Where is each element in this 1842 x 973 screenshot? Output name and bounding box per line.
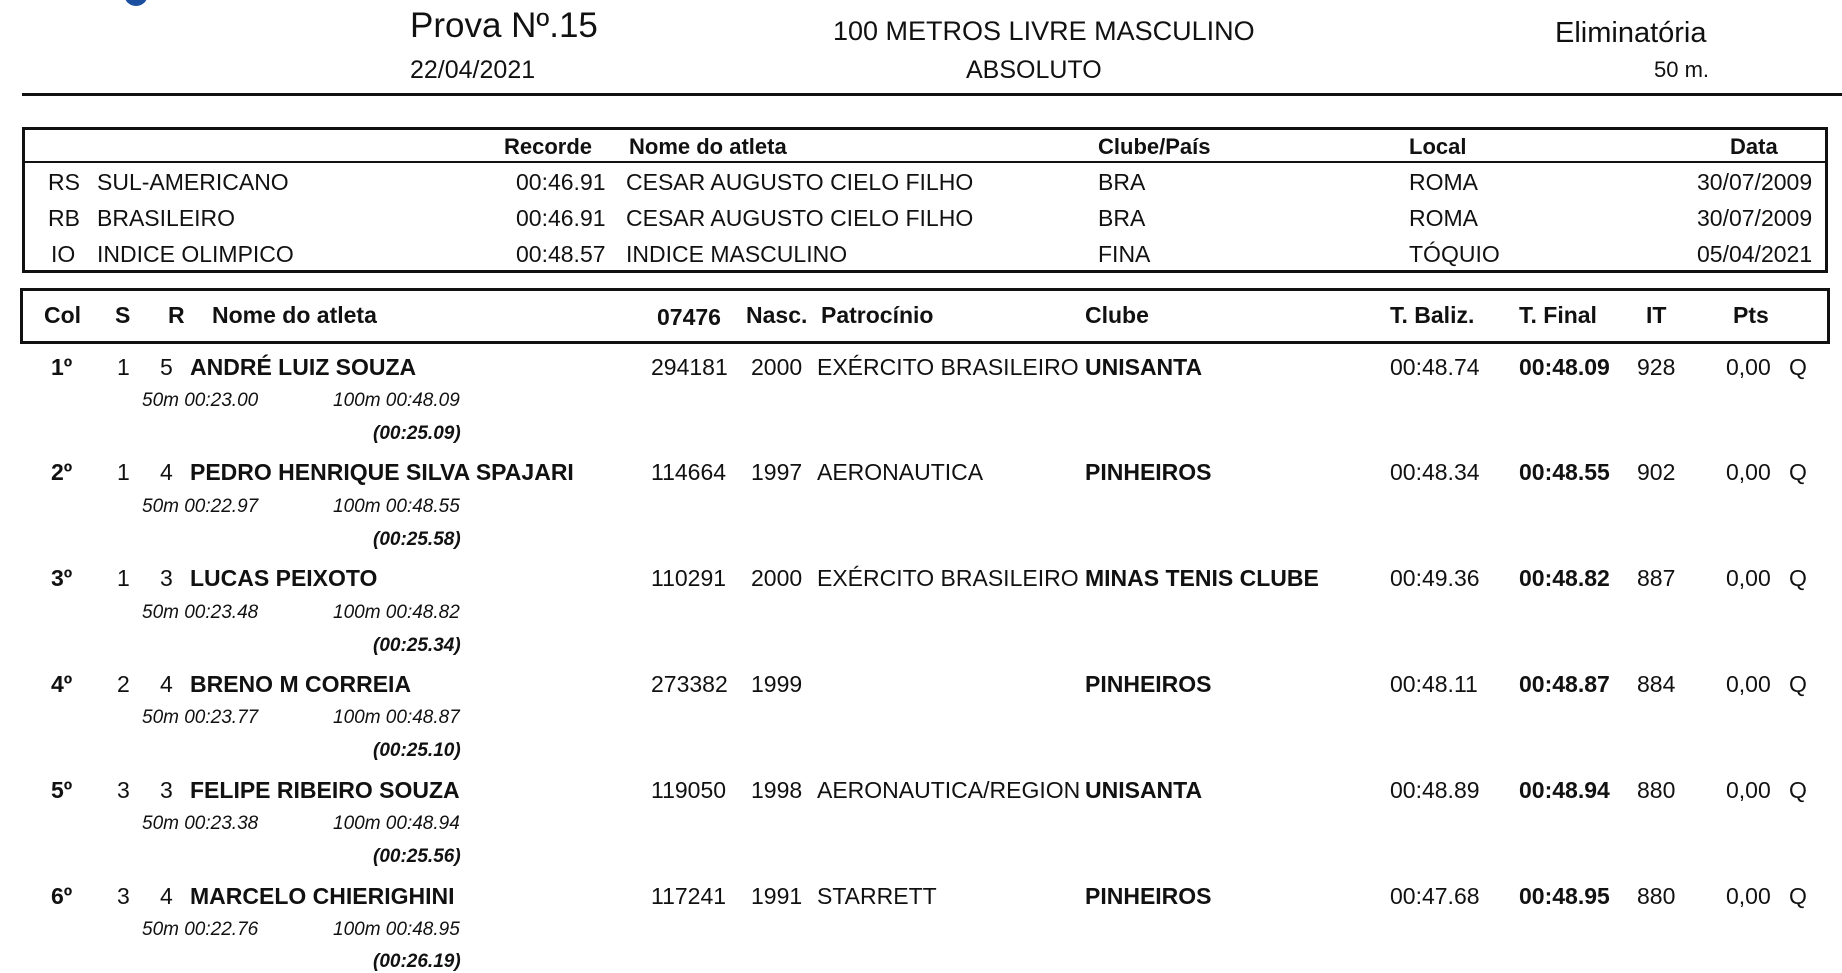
results-header-reg: 07476 xyxy=(657,304,721,330)
result-points: 0,00 xyxy=(1726,565,1771,591)
result-registration: 117241 xyxy=(651,883,727,909)
results-header-tbaliz: T. Baliz. xyxy=(1390,302,1475,328)
results-header-r: R xyxy=(168,302,185,328)
result-place: 2º xyxy=(51,459,73,485)
result-it: 928 xyxy=(1637,354,1676,380)
result-athlete: BRENO M CORREIA xyxy=(190,671,412,697)
result-series: 3 xyxy=(117,777,130,803)
result-seed-time: 00:48.74 xyxy=(1390,354,1480,380)
result-seed-time: 00:48.89 xyxy=(1390,777,1480,803)
result-series: 2 xyxy=(117,671,130,697)
record-date: 05/04/2021 xyxy=(1697,241,1813,267)
record-athlete: INDICE MASCULINO xyxy=(626,241,848,267)
record-date: 30/07/2009 xyxy=(1697,169,1813,195)
result-sponsor: AERONAUTICA xyxy=(817,459,984,485)
split-50m: 50m 00:22.76 xyxy=(142,919,259,940)
result-club: PINHEIROS xyxy=(1085,459,1212,485)
qualified-mark: Q xyxy=(1789,777,1807,803)
result-lane: 3 xyxy=(160,565,173,591)
split-50m: 50m 00:23.00 xyxy=(142,390,259,411)
result-it: 884 xyxy=(1637,671,1676,697)
result-place: 4º xyxy=(51,671,73,697)
prova-number: Prova Nº.15 xyxy=(410,6,598,45)
result-series: 1 xyxy=(117,459,130,485)
result-birth-year: 1991 xyxy=(751,883,803,909)
record-code: IO xyxy=(51,241,76,267)
records-header-nome: Nome do atleta xyxy=(629,134,787,159)
record-date: 30/07/2009 xyxy=(1697,205,1813,231)
qualified-mark: Q xyxy=(1789,671,1807,697)
result-registration: 119050 xyxy=(651,777,727,803)
record-local: ROMA xyxy=(1409,205,1478,231)
result-club: PINHEIROS xyxy=(1085,671,1212,697)
result-registration: 114664 xyxy=(651,459,727,485)
result-final-time: 00:48.82 xyxy=(1519,565,1610,591)
split-100m: 100m 00:48.94 xyxy=(333,813,460,834)
results-header-pts: Pts xyxy=(1733,302,1769,328)
result-place: 3º xyxy=(51,565,73,591)
records-header-local: Local xyxy=(1409,134,1467,159)
record-club: BRA xyxy=(1098,205,1146,231)
split-difference: (00:25.58) xyxy=(373,529,461,550)
split-50m: 50m 00:22.97 xyxy=(142,496,259,517)
result-athlete: PEDRO HENRIQUE SILVA SPAJARI xyxy=(190,459,574,485)
result-final-time: 00:48.55 xyxy=(1519,459,1610,485)
split-50m: 50m 00:23.38 xyxy=(142,813,259,834)
result-birth-year: 1999 xyxy=(751,671,803,697)
split-difference: (00:26.19) xyxy=(373,951,461,972)
record-local: TÓQUIO xyxy=(1409,241,1500,267)
result-club: UNISANTA xyxy=(1085,777,1203,803)
result-it: 880 xyxy=(1637,777,1676,803)
qualified-mark: Q xyxy=(1789,883,1807,909)
records-header-rule xyxy=(22,161,1828,163)
split-difference: (00:25.56) xyxy=(373,846,461,867)
split-100m: 100m 00:48.82 xyxy=(333,602,460,623)
event-title: 100 METROS LIVRE MASCULINO xyxy=(833,16,1255,46)
result-birth-year: 1997 xyxy=(751,459,803,485)
results-header-clube: Clube xyxy=(1085,302,1149,328)
result-athlete: ANDRÉ LUIZ SOUZA xyxy=(190,354,417,380)
records-header-data: Data xyxy=(1730,134,1778,159)
split-100m: 100m 00:48.55 xyxy=(333,496,460,517)
result-registration: 273382 xyxy=(651,671,728,697)
logo-fragment xyxy=(124,0,148,6)
results-header-nasc: Nasc. xyxy=(746,302,808,328)
result-sponsor: EXÉRCITO BRASILEIRO xyxy=(817,354,1079,380)
result-points: 0,00 xyxy=(1726,671,1771,697)
record-club: BRA xyxy=(1098,169,1146,195)
result-sponsor: AERONAUTICA/REGION xyxy=(817,777,1081,803)
pool-length: 50 m. xyxy=(1654,57,1710,82)
result-seed-time: 00:48.34 xyxy=(1390,459,1480,485)
record-type: BRASILEIRO xyxy=(97,205,236,231)
result-lane: 3 xyxy=(160,777,173,803)
split-100m: 100m 00:48.87 xyxy=(333,707,460,728)
result-it: 880 xyxy=(1637,883,1676,909)
result-place: 5º xyxy=(51,777,73,803)
result-it: 887 xyxy=(1637,565,1676,591)
result-registration: 294181 xyxy=(651,354,728,380)
record-time: 00:46.91 xyxy=(516,169,606,195)
result-lane: 4 xyxy=(160,459,173,485)
record-local: ROMA xyxy=(1409,169,1478,195)
result-seed-time: 00:47.68 xyxy=(1390,883,1480,909)
split-100m: 100m 00:48.09 xyxy=(333,390,460,411)
result-club: UNISANTA xyxy=(1085,354,1203,380)
result-lane: 5 xyxy=(160,354,173,380)
results-header-s: S xyxy=(115,302,131,328)
results-header-col: Col xyxy=(44,302,82,328)
result-seed-time: 00:49.36 xyxy=(1390,565,1480,591)
result-final-time: 00:48.95 xyxy=(1519,883,1610,909)
result-points: 0,00 xyxy=(1726,883,1771,909)
results-header-patrocinio: Patrocínio xyxy=(821,302,934,328)
results-header-nome: Nome do atleta xyxy=(212,302,377,328)
result-final-time: 00:48.09 xyxy=(1519,354,1610,380)
split-50m: 50m 00:23.77 xyxy=(142,707,259,728)
event-date: 22/04/2021 xyxy=(410,56,536,84)
event-category: ABSOLUTO xyxy=(966,56,1102,84)
result-club: PINHEIROS xyxy=(1085,883,1212,909)
result-seed-time: 00:48.11 xyxy=(1390,671,1478,697)
qualified-mark: Q xyxy=(1789,459,1807,485)
results-header-tfinal: T. Final xyxy=(1519,302,1597,328)
result-athlete: LUCAS PEIXOTO xyxy=(190,565,378,591)
record-type: INDICE OLIMPICO xyxy=(97,241,294,267)
record-code: RB xyxy=(48,205,80,231)
result-sponsor: EXÉRCITO BRASILEIRO xyxy=(817,565,1079,591)
result-sponsor: STARRETT xyxy=(817,883,937,909)
qualified-mark: Q xyxy=(1789,354,1807,380)
result-series: 1 xyxy=(117,354,130,380)
split-50m: 50m 00:23.48 xyxy=(142,602,259,623)
record-athlete: CESAR AUGUSTO CIELO FILHO xyxy=(626,169,974,195)
result-birth-year: 2000 xyxy=(751,354,803,380)
result-it: 902 xyxy=(1637,459,1676,485)
split-100m: 100m 00:48.95 xyxy=(333,919,460,940)
result-athlete: MARCELO CHIERIGHINI xyxy=(190,883,455,909)
records-header-recorde: Recorde xyxy=(504,134,593,159)
result-registration: 110291 xyxy=(651,565,727,591)
header-divider xyxy=(22,93,1842,96)
split-difference: (00:25.34) xyxy=(373,635,461,656)
result-place: 6º xyxy=(51,883,73,909)
result-club: MINAS TENIS CLUBE xyxy=(1085,565,1319,591)
result-final-time: 00:48.87 xyxy=(1519,671,1610,697)
record-athlete: CESAR AUGUSTO CIELO FILHO xyxy=(626,205,974,231)
result-place: 1º xyxy=(51,354,73,380)
result-series: 1 xyxy=(117,565,130,591)
record-type: SUL-AMERICANO xyxy=(97,169,289,195)
split-difference: (00:25.10) xyxy=(373,740,461,761)
record-time: 00:48.57 xyxy=(516,241,606,267)
result-birth-year: 1998 xyxy=(751,777,803,803)
result-lane: 4 xyxy=(160,883,173,909)
result-points: 0,00 xyxy=(1726,777,1771,803)
records-header-clube: Clube/País xyxy=(1098,134,1211,159)
record-time: 00:46.91 xyxy=(516,205,606,231)
result-final-time: 00:48.94 xyxy=(1519,777,1610,803)
result-points: 0,00 xyxy=(1726,354,1771,380)
result-athlete: FELIPE RIBEIRO SOUZA xyxy=(190,777,460,803)
event-phase: Eliminatória xyxy=(1555,17,1707,49)
results-header-it: IT xyxy=(1646,302,1667,328)
result-series: 3 xyxy=(117,883,130,909)
record-club: FINA xyxy=(1098,241,1151,267)
result-birth-year: 2000 xyxy=(751,565,803,591)
qualified-mark: Q xyxy=(1789,565,1807,591)
result-lane: 4 xyxy=(160,671,173,697)
result-points: 0,00 xyxy=(1726,459,1771,485)
split-difference: (00:25.09) xyxy=(373,423,461,444)
record-code: RS xyxy=(48,169,80,195)
